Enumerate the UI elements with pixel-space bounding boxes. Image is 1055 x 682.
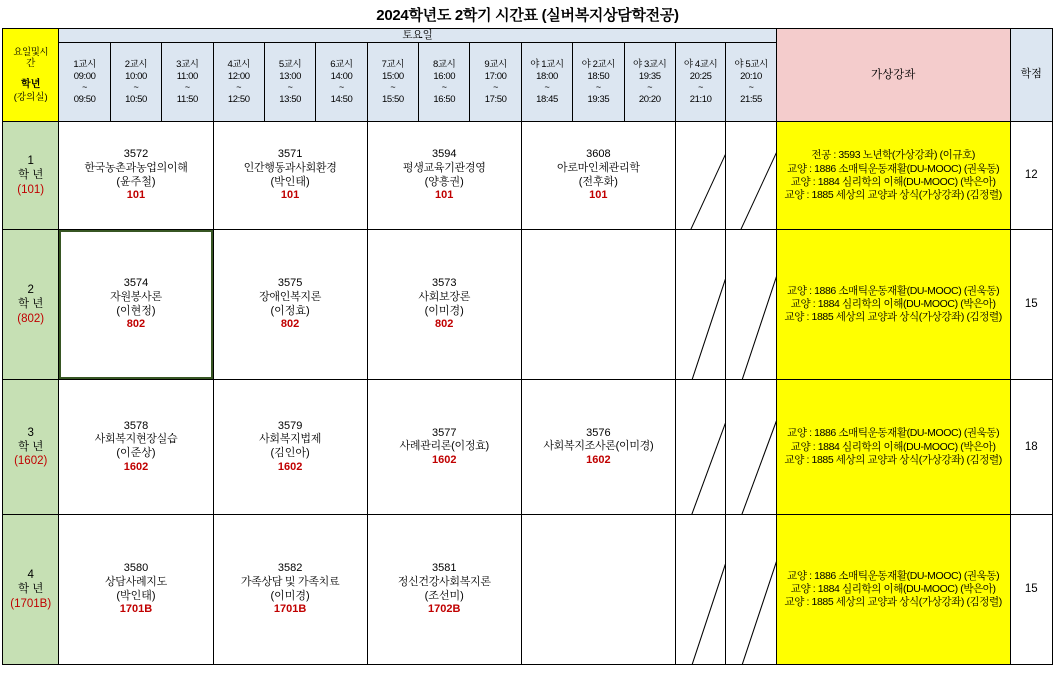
diagonal-line-icon xyxy=(675,230,725,380)
period-name: 야 4교시 xyxy=(683,58,718,70)
virtual-course-cell[interactable] xyxy=(776,122,1010,230)
virtual-course-item: 교양 : 1886 소매틱운동재활(DU-MOOC) (권욱동) xyxy=(787,569,1000,582)
class-name: 인간행동과사회환경 xyxy=(243,161,337,174)
period-header-night-1 xyxy=(521,43,572,122)
class-code: 3577 xyxy=(431,426,457,439)
class-professor: (이준상) xyxy=(116,447,156,460)
class-name: 아로마인체관리학 xyxy=(557,161,640,174)
virtual-course-cell[interactable] xyxy=(776,230,1010,380)
period-start: 19:35 xyxy=(638,70,661,82)
period-name: 7교시 xyxy=(381,58,405,70)
header-row-saturday xyxy=(3,29,1053,43)
period-dash: ~ xyxy=(748,82,754,93)
corner-line3: 학년 xyxy=(21,79,41,91)
period-name: 5교시 xyxy=(278,58,302,70)
period-header-4 xyxy=(213,43,264,122)
class-room: 101 xyxy=(435,189,454,202)
period-dash: ~ xyxy=(133,82,139,93)
credit-cell: 12 xyxy=(1010,122,1052,230)
virtual-course-item: 교양 : 1884 심리학의 이해(DU-MOOC) (박은아) xyxy=(790,583,996,596)
virtual-course-header: 가상강좌 xyxy=(776,29,1010,122)
table-row xyxy=(3,380,1053,515)
diagonal-line-icon xyxy=(726,515,777,665)
class-room: 1701B xyxy=(273,603,307,616)
period-start: 13:00 xyxy=(279,70,301,82)
virtual-course-item: 교양 : 1884 심리학의 이해(DU-MOOC) (박은아) xyxy=(790,440,996,453)
period-end: 10:50 xyxy=(125,93,147,105)
virtual-course-item: 교양 : 1885 세상의 교양과 상식(가상강좌) (김정렬) xyxy=(784,311,1002,324)
class-name: 사회복지현장실습 xyxy=(94,433,178,446)
period-end: 18:45 xyxy=(536,93,558,105)
table-row xyxy=(3,515,1053,665)
class-room: 1702B xyxy=(428,603,461,616)
year-label: 학 년 xyxy=(17,298,44,311)
period-name: 야 2교시 xyxy=(581,58,616,70)
diagonal-line-icon xyxy=(726,122,777,230)
year-cell-4 xyxy=(3,515,59,665)
class-name: 자원봉사론 xyxy=(110,290,162,303)
table-row xyxy=(3,230,1053,380)
class-code: 3574 xyxy=(123,277,149,290)
class-professor: (박인태) xyxy=(116,589,156,602)
class-name: 사회보장론 xyxy=(418,290,471,303)
diagonal-line-icon xyxy=(675,122,725,230)
corner-line2: 간 xyxy=(26,58,36,70)
period-end: 12:50 xyxy=(227,93,250,105)
period-start: 20:10 xyxy=(740,70,762,82)
period-name: 6교시 xyxy=(330,58,353,70)
period-end: 09:50 xyxy=(73,93,96,105)
class-code: 3581 xyxy=(431,562,457,575)
period-dash: ~ xyxy=(287,82,293,93)
class-code: 3572 xyxy=(123,148,149,161)
period-name: 야 5교시 xyxy=(734,58,768,70)
class-code: 3594 xyxy=(431,148,457,161)
period-name: 야 3교시 xyxy=(632,58,667,70)
unavailable-slot xyxy=(726,122,777,230)
class-code: 3582 xyxy=(277,562,303,575)
period-header-5 xyxy=(264,43,315,122)
period-header-3 xyxy=(162,43,213,122)
class-room: 101 xyxy=(126,189,146,202)
class-professor: (전후화) xyxy=(578,175,618,188)
period-start: 09:00 xyxy=(73,70,96,82)
class-name: 가족상담 및 가족치료 xyxy=(240,575,340,588)
period-end: 14:50 xyxy=(330,93,353,105)
virtual-course-item: 교양 : 1884 심리학의 이해(DU-MOOC) (박은아) xyxy=(790,175,996,188)
period-start: 16:00 xyxy=(433,70,456,82)
empty-slot xyxy=(521,230,675,380)
virtual-course-item: 교양 : 1885 세상의 교양과 상식(가상강좌) (김정렬) xyxy=(784,596,1002,609)
year-label: 학 년 xyxy=(17,169,44,182)
unavailable-slot xyxy=(726,380,777,515)
virtual-course-item: 교양 : 1886 소매틱운동재활(DU-MOOC) (권욱동) xyxy=(787,284,1000,297)
class-cell[interactable] xyxy=(213,515,367,665)
year-number: 4 xyxy=(27,569,34,582)
credit-cell: 15 xyxy=(1010,515,1052,665)
class-cell[interactable] xyxy=(521,380,675,515)
class-cell[interactable] xyxy=(59,380,213,515)
period-header-night-3 xyxy=(624,43,675,122)
timetable xyxy=(2,28,1053,665)
unavailable-slot xyxy=(726,515,777,665)
class-professor: (조선미) xyxy=(424,589,464,602)
class-room: 1602 xyxy=(431,454,457,466)
class-professor: (박인태) xyxy=(270,175,310,188)
period-header-2 xyxy=(110,43,161,122)
class-cell[interactable] xyxy=(59,230,213,380)
corner-line1: 요일및시 xyxy=(13,46,49,58)
class-cell[interactable] xyxy=(213,230,367,380)
virtual-course-item: 교양 : 1885 세상의 교양과 상식(가상강좌) (김정렬) xyxy=(784,188,1002,201)
corner-header xyxy=(3,29,59,122)
period-end: 21:10 xyxy=(689,93,712,105)
class-room: 802 xyxy=(435,318,454,331)
class-cell[interactable] xyxy=(367,122,521,230)
period-header-night-5 xyxy=(726,43,777,122)
period-end: 17:50 xyxy=(484,93,507,105)
period-end: 16:50 xyxy=(433,93,456,105)
credit-header: 학점 xyxy=(1010,29,1052,122)
class-name: 정신건강사회복지론 xyxy=(397,575,491,588)
corner-line4: (강의실) xyxy=(13,91,48,103)
period-start: 18:00 xyxy=(536,70,558,82)
period-header-6 xyxy=(316,43,367,122)
period-end: 21:55 xyxy=(740,93,762,105)
period-dash: ~ xyxy=(390,82,396,93)
period-header-7 xyxy=(367,43,418,122)
period-name: 8교시 xyxy=(432,58,456,70)
credit-cell: 18 xyxy=(1010,380,1052,515)
period-start: 14:00 xyxy=(330,70,353,82)
period-header-8 xyxy=(419,43,470,122)
period-start: 15:00 xyxy=(381,70,404,82)
period-header-1 xyxy=(59,43,110,122)
period-name: 3교시 xyxy=(176,58,199,70)
class-room: 1602 xyxy=(586,454,611,466)
period-dash: ~ xyxy=(595,82,601,93)
year-number: 1 xyxy=(27,155,34,168)
period-end: 13:50 xyxy=(279,93,301,105)
class-room: 802 xyxy=(280,318,300,331)
class-code: 3578 xyxy=(123,419,149,432)
period-end: 15:50 xyxy=(381,93,404,105)
class-professor: (이현정) xyxy=(116,304,156,317)
period-start: 11:00 xyxy=(176,70,198,82)
unavailable-slot xyxy=(675,122,725,230)
virtual-course-cell[interactable] xyxy=(776,515,1010,665)
year-room: (1602) xyxy=(14,455,48,468)
period-start: 20:25 xyxy=(689,70,712,82)
class-name: 장애인복지론 xyxy=(259,290,322,303)
credit-cell: 15 xyxy=(1010,230,1052,380)
period-end: 20:20 xyxy=(638,93,661,105)
class-professor: (이미경) xyxy=(424,304,464,317)
class-room: 101 xyxy=(589,189,608,202)
period-dash: ~ xyxy=(544,82,550,93)
class-code: 3576 xyxy=(586,426,611,439)
period-name: 1교시 xyxy=(73,58,96,70)
year-number: 2 xyxy=(27,284,34,297)
year-room: (1701B) xyxy=(10,597,52,610)
period-start: 12:00 xyxy=(227,70,250,82)
period-end: 19:35 xyxy=(587,93,610,105)
period-start: 10:00 xyxy=(125,70,147,82)
class-code: 3579 xyxy=(277,419,303,432)
unavailable-slot xyxy=(675,380,725,515)
class-cell[interactable] xyxy=(59,515,213,665)
virtual-course-cell[interactable] xyxy=(776,380,1010,515)
class-professor: (이정효) xyxy=(270,304,310,317)
unavailable-slot xyxy=(675,230,725,380)
class-room: 1701B xyxy=(119,603,153,616)
period-dash: ~ xyxy=(698,82,704,93)
table-row xyxy=(3,122,1053,230)
diagonal-line-icon xyxy=(675,380,725,515)
period-end: 11:50 xyxy=(176,93,198,105)
class-code: 3573 xyxy=(431,277,457,290)
year-room: (101) xyxy=(17,183,45,196)
class-cell[interactable] xyxy=(367,230,521,380)
diagonal-line-icon xyxy=(675,515,725,665)
year-number: 3 xyxy=(27,426,34,439)
class-cell[interactable] xyxy=(367,380,521,515)
class-name: 사회복지조사론(이미경) xyxy=(543,440,654,453)
year-label: 학 년 xyxy=(17,440,44,453)
class-professor: (김인아) xyxy=(270,447,310,460)
diagonal-line-icon xyxy=(726,230,777,380)
class-professor: (양흥권) xyxy=(424,175,464,188)
period-dash: ~ xyxy=(339,82,344,93)
class-professor: (윤주철) xyxy=(116,175,156,188)
class-code: 3608 xyxy=(586,148,611,161)
virtual-course-item: 전공 : 3593 노년학(가상강좌) (이규호) xyxy=(811,149,975,162)
virtual-course-item: 교양 : 1886 소매틱운동재활(DU-MOOC) (권욱동) xyxy=(787,162,1000,175)
class-room: 101 xyxy=(280,189,300,202)
class-cell[interactable] xyxy=(213,122,367,230)
period-dash: ~ xyxy=(441,82,447,93)
empty-slot xyxy=(521,515,675,665)
class-room: 802 xyxy=(126,318,146,331)
virtual-course-item: 교양 : 1884 심리학의 이해(DU-MOOC) (박은아) xyxy=(790,298,996,311)
period-name: 야 1교시 xyxy=(530,58,564,70)
class-code: 3575 xyxy=(277,277,303,290)
period-name: 2교시 xyxy=(124,58,148,70)
year-label: 학 년 xyxy=(17,583,44,596)
class-professor: (이미경) xyxy=(270,589,310,602)
class-cell[interactable] xyxy=(213,380,367,515)
class-room: 1602 xyxy=(123,460,149,473)
period-name: 4교시 xyxy=(227,58,250,70)
period-start: 17:00 xyxy=(484,70,507,82)
period-dash: ~ xyxy=(184,82,190,93)
class-room: 1602 xyxy=(277,460,303,473)
virtual-course-item: 교양 : 1886 소매틱운동재활(DU-MOOC) (권욱동) xyxy=(787,427,1000,440)
unavailable-slot xyxy=(726,230,777,380)
class-cell[interactable] xyxy=(521,122,675,230)
class-cell[interactable] xyxy=(59,122,213,230)
class-name: 한국농촌과농업의이해 xyxy=(84,161,188,174)
unavailable-slot xyxy=(675,515,725,665)
period-dash: ~ xyxy=(647,82,653,93)
class-code: 3571 xyxy=(277,148,303,161)
virtual-course-item: 교양 : 1885 세상의 교양과 상식(가상강좌) (김정렬) xyxy=(784,453,1002,466)
saturday-header: 토요일 xyxy=(59,29,776,43)
year-room: (802) xyxy=(17,312,45,325)
period-start: 18:50 xyxy=(587,70,610,82)
class-name: 사회복지법제 xyxy=(259,433,322,446)
period-header-night-4 xyxy=(675,43,725,122)
period-dash: ~ xyxy=(236,82,242,93)
period-name: 9교시 xyxy=(484,58,507,70)
period-header-9 xyxy=(470,43,521,122)
period-header-night-2 xyxy=(573,43,624,122)
class-name: 평생교육기관경영 xyxy=(402,161,486,174)
year-cell-1 xyxy=(3,122,59,230)
page-title: 2024학년도 2학기 시간표 (실버복지상담학전공) xyxy=(376,7,679,24)
class-name: 사례관리론(이정효) xyxy=(399,440,489,453)
class-name: 상담사례지도 xyxy=(104,575,167,588)
period-dash: ~ xyxy=(493,82,499,93)
class-cell[interactable] xyxy=(367,515,521,665)
diagonal-line-icon xyxy=(726,380,777,515)
year-cell-3 xyxy=(3,380,59,515)
year-cell-2 xyxy=(3,230,59,380)
class-code: 3580 xyxy=(123,562,149,575)
period-dash: ~ xyxy=(82,82,88,93)
